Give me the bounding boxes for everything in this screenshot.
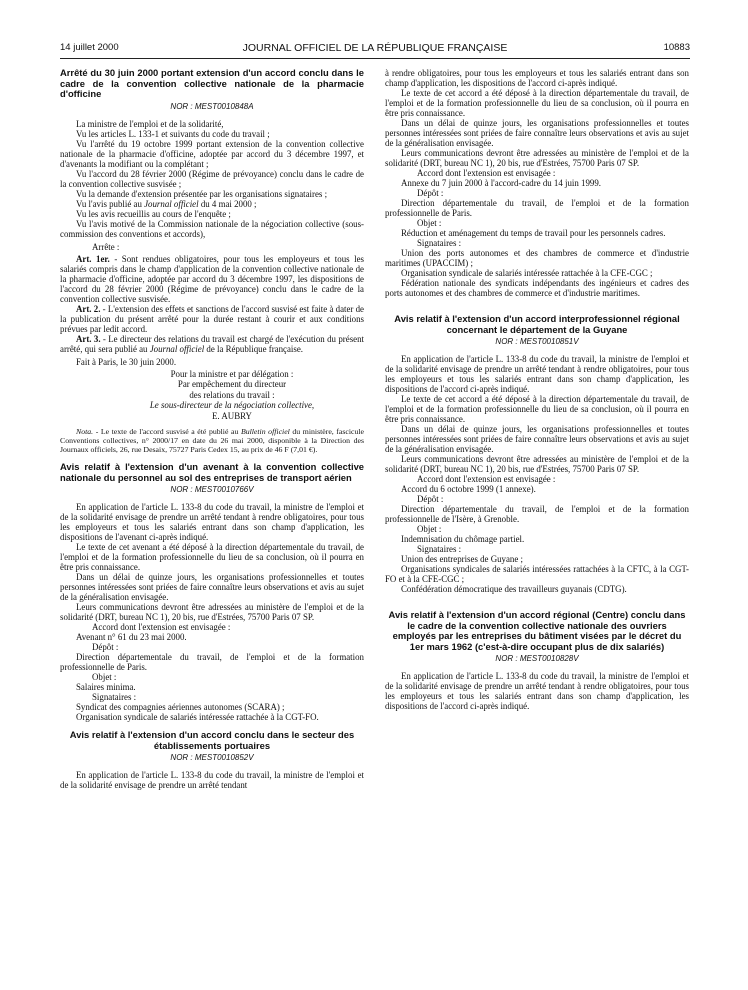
arrete-fait: Fait à Paris, le 30 juin 2000. <box>76 356 177 367</box>
avis-portuaires-p1-end: à rendre obligatoires, pour tous les employeurs et tous les salariés entrant dans son champ d'application, les dispositions de l'accord ci-après indiqué. <box>385 68 689 88</box>
avis-transport-aerien-p2: Le texte de cet avenant a été déposé à la direction départementale du travail, de l'emploi et de la formation professionnelle du lieu de sa conclusion, où il pourra en être pris connaissance. <box>60 542 364 572</box>
avis-transport-aerien-signataire-1: Syndicat des compagnies aériennes autonomes (SCARA) ; <box>76 702 285 712</box>
avis-portuaires-title: Avis relatif à l'extension d'un accord conclu dans le secteur des établissements portuaires <box>69 729 355 751</box>
avis-portuaires-p4: Leurs communications devront être adressées au ministère de l'emploi et de la solidarité (DRT, bureau NC 1), 20 bis, rue d'Estrées, 75700 Paris 07 SP. <box>385 148 689 168</box>
avis-transport-aerien-p1: En application de l'article L. 133-8 du code du travail, la ministre de l'emploi et de la solidarité envisage de prendre un arrêté tendant à rendre obligatoires, pour tous les employeurs et tous les salariés entrant dans son champ d'application, les dispositions de l'avenant ci-après indiqué. <box>60 502 364 542</box>
avis-portuaires-objet: Réduction et aménagement du temps de travail pour les personnels cadres. <box>401 228 666 238</box>
avis-guyane-signataire-3: Confédération démocratique des travailleurs guyanais (CDTG). <box>401 584 627 594</box>
avis-transport-aerien-title: Avis relatif à l'extension d'un avenant à la convention collective nationale du personnel au sol des entreprises de transport aérien <box>60 461 364 483</box>
avis-portuaires-signataire-1: Union des ports autonomes et des chambres de commerce et d'industrie maritimes (UPACCIM) ; <box>385 248 689 268</box>
arrete-article-1: Art. 1er. - Sont rendues obligatoires, pour tous les employeurs et tous les salariés compris dans le champ d'application de la convention collective nationale de la pharmacie d'officine, adoptée par accord du 3 décembre 1997, les dispositions de l'accord du 28 février 2000 (Régime de prévoyance) conclu dans le cadre de la convention collective susvisée. <box>60 253 364 304</box>
arrete-vu-2: Vu l'arrêté du 19 octobre 1999 portant extension de la convention collective nationale de la pharmacie d'officine, adoptée par accord du 3 décembre 1997, et d'avenants la modifiant ou la complétant ; <box>60 138 364 169</box>
avis-batiment-centre-nor: NOR : MEST0010828V <box>495 654 579 663</box>
avis-transport-aerien-label-accord: Accord dont l'extension est envisagée : <box>92 622 231 632</box>
avis-guyane-p3: Dans un délai de quinze jours, les organisations professionnelles et toutes personnes intéressées sont priées de faire connaître leurs observations et avis au sujet de la généralisation envisagée. <box>385 424 689 454</box>
arrete-nor: NOR : MEST0010848A <box>170 101 254 111</box>
avis-transport-aerien-label-depot: Dépôt : <box>92 642 119 652</box>
avis-transport-aerien-label-objet: Objet : <box>92 672 117 682</box>
avis-guyane-signataire-1: Union des entreprises de Guyane ; <box>401 554 523 564</box>
avis-transport-aerien-label-signataires: Signataires : <box>92 692 137 702</box>
avis-batiment-centre-title: Avis relatif à l'extension d'un accord régional (Centre) conclu dans le cadre de la convention collective nationale des ouvriers employés par les entreprises du bâtiment visées par le décret du 1er mars 1962 (c'est-à-dire occupant plus de dix salariés) <box>388 609 686 652</box>
avis-guyane-p4: Leurs communications devront être adressées au ministère de l'emploi et de la solidarité (DRT, bureau NC 1), 20 bis, rue d'Estrées, 75700 Paris 07 SP. <box>385 454 689 474</box>
avis-guyane-title: Avis relatif à l'extension d'un accord interprofessionnel régional concernant le département de la Guyane <box>394 313 680 335</box>
avis-guyane-nor: NOR : MEST0010851V <box>495 337 579 346</box>
arrete-article-3: Art. 3. - Le directeur des relations du travail est chargé de l'exécution du présent arrêté, qui sera publié au Journal officiel de la République française. <box>60 333 364 354</box>
arrete-vu-5: Vu l'avis publié au Journal officiel du 4 mai 2000 ; <box>76 198 257 209</box>
avis-guyane-p2: Le texte de cet accord a été déposé à la direction départementale du travail, de l'emploi et de la formation professionnelle du lieu de sa conclusion, où il pourra en être pris connaissance. <box>385 394 689 424</box>
avis-portuaires-label-objet: Objet : <box>417 218 442 228</box>
arrete-vu-3: Vu l'accord du 28 février 2000 (Régime de prévoyance) conclu dans le cadre de la convention collective susvisée ; <box>60 168 364 189</box>
arrete-nota: Nota. - Le texte de l'accord susvisé a été publié au Bulletin officiel du ministère, fascicule Conventions collectives, n° 2000/17 en date du 26 mai 2000, disponible à la Direction des Journaux officiels, 26, rue Desaix, 75727 Paris Cedex 15, au prix de 46 F (7,01 €). <box>60 427 364 454</box>
avis-transport-aerien-p4: Leurs communications devront être adressées au ministère de l'emploi et de la solidarité (DRT, bureau NC 1), 20 bis, rue d'Estrées, 75700 Paris 07 SP. <box>60 602 364 622</box>
avis-portuaires-accord: Annexe du 7 juin 2000 à l'accord-cadre du 14 juin 1999. <box>401 178 601 188</box>
avis-portuaires-signataire-2: Organisation syndicale de salariés intéressée rattachée à la CFE-CGC ; <box>401 268 653 278</box>
header-journal-title: JOURNAL OFFICIEL DE LA RÉPUBLIQUE FRANÇAISE <box>242 42 508 54</box>
avis-portuaires-label-depot: Dépôt : <box>417 188 444 198</box>
header-page-number: 10883 <box>663 42 690 53</box>
header-rule <box>60 58 690 59</box>
arrete-title: Arrêté du 30 juin 2000 portant extension d'un accord conclu dans le cadre de la convention collective nationale de la pharmacie d'officine <box>60 68 364 99</box>
arrete-article-2: Art. 2. - L'extension des effets et sanctions de l'accord susvisé est faite à dater de la publication du présent arrêté pour la durée restant à courir et aux conditions prévues par ledit accord. <box>60 303 364 334</box>
left-column <box>60 68 364 973</box>
avis-guyane-label-depot: Dépôt : <box>417 494 444 504</box>
avis-portuaires-p2: Le texte de cet accord a été déposé à la direction départementale du travail, de l'emploi et de la formation professionnelle du lieu de sa conclusion, où il pourra en être pris connaissance. <box>385 88 689 118</box>
avis-guyane-label-signataires: Signataires : <box>417 544 462 554</box>
arrete-vu-4: Vu la demande d'extension présentée par les organisations signataires ; <box>76 188 328 199</box>
arrete-vu-7: Vu l'avis motivé de la Commission nationale de la négociation collective (sous-commission des conventions et accords), <box>60 218 364 239</box>
avis-portuaires-p3: Dans un délai de quinze jours, les organisations professionnelles et toutes personnes intéressées sont priées de faire connaître leurs observations et avis au sujet de la généralisation envisagée. <box>385 118 689 148</box>
avis-portuaires-signataire-3: Fédération nationale des syndicats indépendants des ingénieurs et cadres des ports autonomes et des chambres de commerce et d'industrie maritimes. <box>385 278 689 298</box>
avis-batiment-centre-p1: En application de l'article L. 133-8 du code du travail, la ministre de l'emploi et de la solidarité envisage de prendre un arrêté tendant à rendre obligatoires, pour tous les employeurs et tous les salariés entrant dans son champ d'application, les dispositions de l'accord ci-après indiqué. <box>385 671 689 711</box>
avis-transport-aerien-depot: Direction départementale du travail, de l'emploi et de la formation professionnelle de Paris. <box>60 652 364 672</box>
avis-guyane-p1: En application de l'article L. 133-8 du code du travail, la ministre de l'emploi et de la solidarité envisage de prendre un arrêté tendant à rendre obligatoires, pour tous les employeurs et tous les salariés entrant dans son champ d'application, les dispositions de l'accord ci-après indiqué. <box>385 354 689 394</box>
avis-portuaires-label-signataires: Signataires : <box>417 238 462 248</box>
arrete-vu-6: Vu les avis recueillis au cours de l'enquête ; <box>76 208 231 219</box>
header-date: 14 juillet 2000 <box>60 42 119 53</box>
avis-guyane-depot: Direction départementale du travail, de l'emploi et de la formation professionnelle de l'Isère, à Grenoble. <box>385 504 689 524</box>
avis-transport-aerien-signataire-2: Organisation syndicale de salariés intéressée rattachée à la CGT-FO. <box>76 712 319 722</box>
avis-guyane-accord: Accord du 6 octobre 1999 (1 annexe). <box>401 484 536 494</box>
avis-transport-aerien-objet: Salaires minima. <box>76 682 136 692</box>
avis-portuaires-nor: NOR : MEST0010852V <box>170 753 254 762</box>
right-column <box>385 68 689 973</box>
arrete-label: Arrête : <box>92 241 120 252</box>
avis-portuaires-depot: Direction départementale du travail, de l'emploi et de la formation professionnelle de Paris. <box>385 198 689 218</box>
avis-guyane-label-objet: Objet : <box>417 524 442 534</box>
arrete-signature: Pour la ministre et par délégation : Par empêchement du directeur des relations du travail : Le sous-directeur de la négociation collective, E. AUBRY <box>149 368 315 421</box>
avis-guyane-signataire-2: Organisations syndicales de salariés intéressées rattachées à la CFTC, à la CGT-FO et à la CFE-CGC ; <box>385 564 689 584</box>
avis-transport-aerien-nor: NOR : MEST0010766V <box>170 485 254 494</box>
arrete-minister: La ministre de l'emploi et de la solidarité, <box>76 118 224 129</box>
page-header <box>60 42 690 56</box>
avis-guyane-label-accord: Accord dont l'extension est envisagée : <box>417 474 556 484</box>
arrete-vu-1: Vu les articles L. 133-1 et suivants du code du travail ; <box>76 128 270 139</box>
avis-guyane-objet: Indemnisation du chômage partiel. <box>401 534 525 544</box>
avis-portuaires-p1-start: En application de l'article L. 133-8 du code du travail, la ministre de l'emploi et de la solidarité envisage de prendre un arrêté tendant <box>60 770 364 790</box>
avis-transport-aerien-accord: Avenant n° 61 du 23 mai 2000. <box>76 632 187 642</box>
avis-transport-aerien-p3: Dans un délai de quinze jours, les organisations professionnelles et toutes personnes intéressées sont priées de faire connaître leurs observations et avis au sujet de la généralisation envisagée. <box>60 572 364 602</box>
avis-portuaires-label-accord: Accord dont l'extension est envisagée : <box>417 168 556 178</box>
